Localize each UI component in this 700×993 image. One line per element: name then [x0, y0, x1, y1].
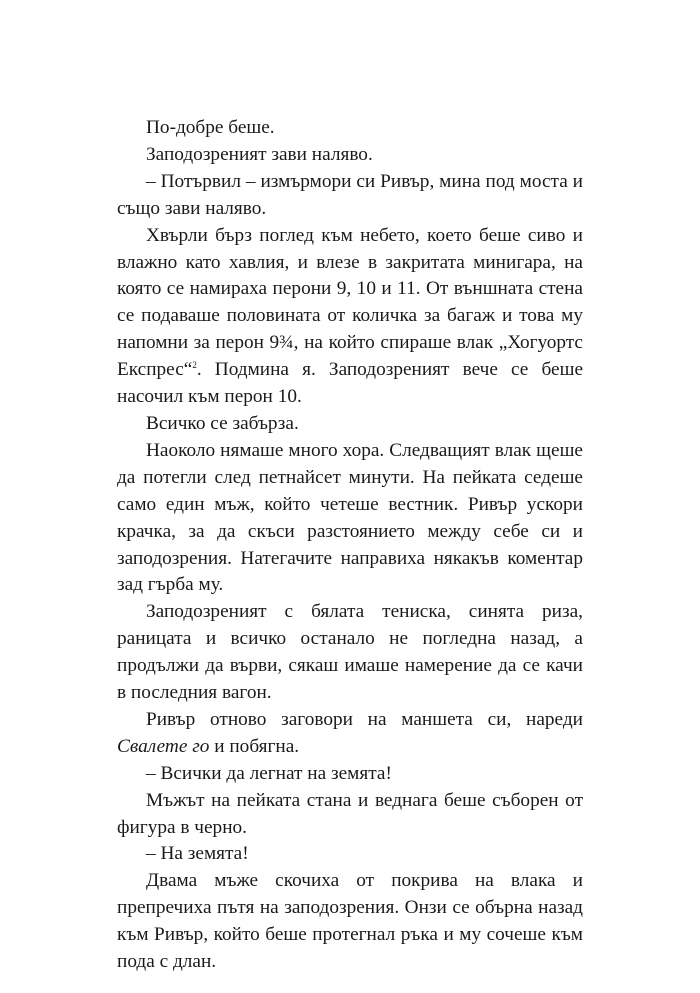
body-text: [117, 115, 583, 976]
paragraph: Двама мъже скочиха от покрива на влака и препречиха пътя на заподозрения. Онзи се обърна назад към Ривър, който беше протегнал ръка и му сочеше към пода с длан.: [117, 870, 583, 973]
paragraph: – Всички да легнат на земята!: [146, 762, 392, 784]
paragraph-text-continued: . Подмина я. Заподозреният вече се беше насочил към перон 10.: [117, 359, 583, 408]
paragraph: [117, 223, 583, 411]
paragraph: Всичко се забърза.: [146, 412, 299, 434]
paragraph: По-добре беше.: [146, 117, 275, 138]
paragraph: Заподозреният с бялата тениска, синята риза, раницата и всичко останало не погледна назад, а продължи да върви, сякаш имаше намерение да се качи в последния вагон.: [117, 601, 583, 704]
paragraph: Наоколо нямаше много хора. Следващият влак щеше да потегли след петнайсет минути. На пейката седеше само един мъж, който четеше вестник. Ривър ускори крачка, за да скъси разстоянието между себе си и заподозрения. Натегачите направиха някакъв коментар зад гърба му.: [117, 439, 583, 596]
paragraph: Заподозреният зави наляво.: [146, 143, 373, 165]
paragraph: – Потървил – измърмори си Ривър, мина под моста и също зави наляво.: [117, 170, 583, 219]
paragraph-text: Хвърли бърз поглед към небето, което беше сиво и влажно като хавлия, и влезе в закритата минигара, на която се намираха перони 9, 10 и 11. От външната стена се подаваше половината от количка за багаж и това му напомни за перон 9¾, на който спираше влак „Хогуортс Експрес“: [117, 224, 583, 381]
paragraph: Мъжът на пейката стана и веднага беше съборен от фигура в черно.: [117, 789, 583, 838]
paragraph: – На земята!: [146, 843, 249, 865]
paragraph: [117, 707, 583, 761]
footnote-marker[interactable]: 2: [192, 360, 197, 371]
paragraph-text: Ривър отново заговори на маншета си, нареди: [146, 708, 583, 730]
italic-phrase: Свалете го: [117, 735, 210, 757]
paragraph-text-continued: и побягна.: [209, 735, 300, 757]
